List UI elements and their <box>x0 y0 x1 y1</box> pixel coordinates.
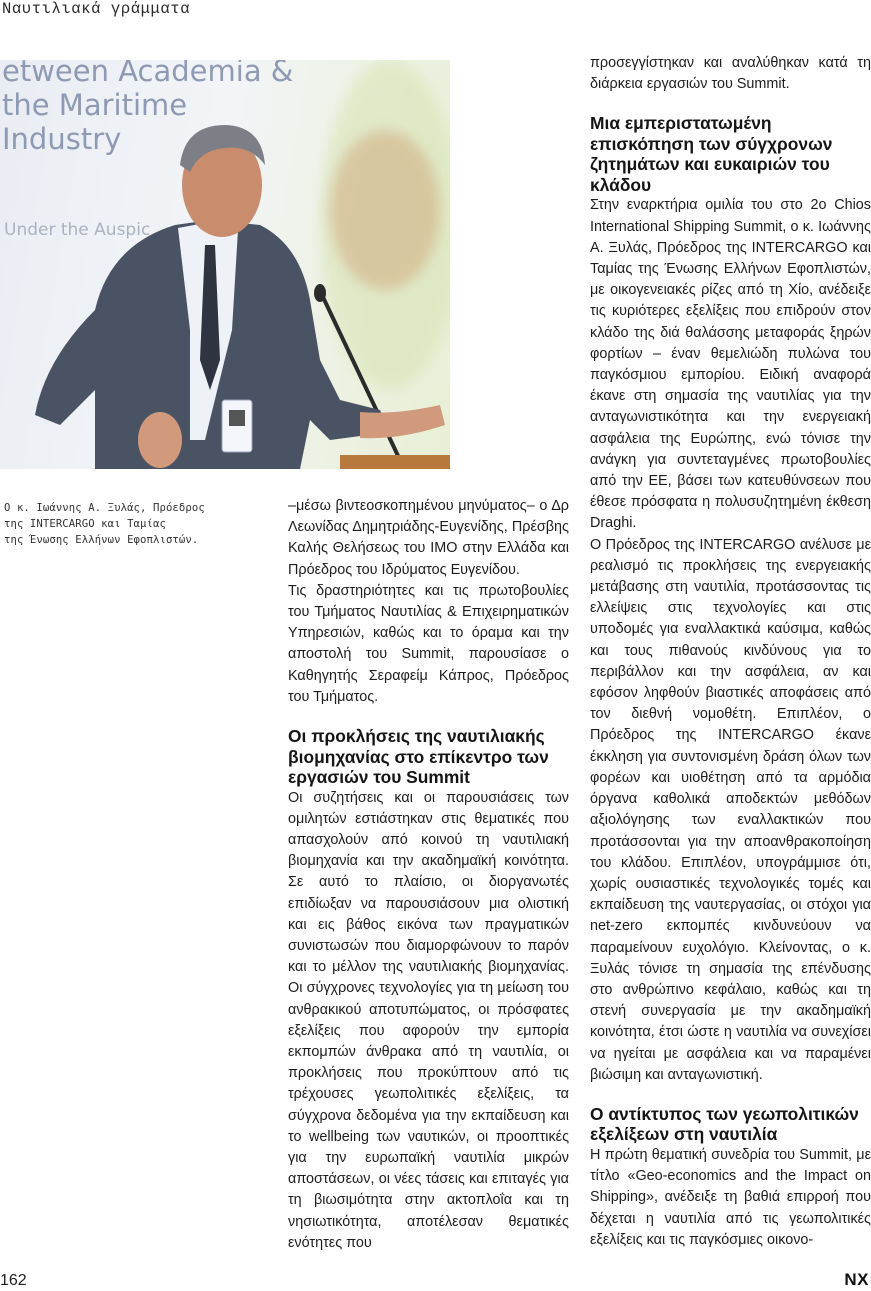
section-heading: Μια εμπεριστατωμένη επισκόπηση των σύγχρονων ζητημάτων και ευκαιριών του κλάδου <box>590 113 833 195</box>
middle-column <box>288 496 569 1254</box>
caption-line: της Ένωσης Ελλήνων Εφοπλιστών. <box>4 534 199 546</box>
caption-line: της INTERCARGO και Ταμίας <box>4 518 166 530</box>
section-heading: Οι προκλήσεις της ναυτιλιακής βιομηχανίας στο επίκεντρο των εργασιών του Summit <box>288 726 549 788</box>
right-column <box>590 53 871 1251</box>
paragraph: Ο Πρόεδρος της INTERCARGO ανέλυσε με ρεαλισμό τις προκλήσεις της ενεργειακής μετάβασης στη ναυτιλία, προτάσσοντας τις ελλείψεις στις τεχνολογίες και στις υποδομές για εναλλακτικά καύσιμα, καθώς και τους πιθανούς κινδύνους για το περιβάλλον και την ασφάλεια, αν και εφόσον ληφθούν βιαστικές αποφάσεις από τον διεθνή νομοθέτη. Επιπλέον, ο Πρόεδρος της INTERCARGO έκανε έκκληση για συντονισμένη δράση όλων των φορέων και υιοθέτηση από τα αρμόδια όργανα καθολικά αποδεκτών μεθόδων αξιολόγησης των εναλλακτικών που προτάσσονται για την απoανθρακοποίηση του κλάδου. Επιπλέον, υπογράμμισε ότι, χωρίς ουσιαστικές τεχνολογικές τομές και εκπαίδευση της ναυτεργασίας, οι στόχοι για net-zero εκπομπές κινδυνεύουν να παραμείνουν ευχολόγιο. Κλείνοντας, ο κ. Ξυλάς τόνισε τη σημασία της επένδυσης στο ανθρώπινο κεφάλαιο, καθώς και τη στενή συνεργασία με την ακαδημαϊκή κοινότητα, έτσι ώστε η ναυτιλία να συνεχίσει να ηγείται με ασφάλεια και να παραμένει βιώσιμη και ανταγωνιστική. <box>590 536 871 1083</box>
running-title: Ναυτιλιακά γράμματα <box>2 0 191 18</box>
magazine-logo: NX <box>844 1270 869 1289</box>
banner-text: etween Academia & the Maritime Industry <box>2 60 294 156</box>
paragraph: προσεγγίστηκαν και αναλύθηκαν κατά τη διάρκεια εργασιών του Summit. <box>590 55 871 93</box>
section-heading: Ο αντίκτυπος των γεωπολιτικών εξελίξεων στη ναυτιλία <box>590 1103 859 1145</box>
paragraph: Η πρώτη θεματική συνεδρία του Summit, με τίτλο «Geo-economics and the Impact on Shipping», ανέδειξε τη βαθιά επιρροή που δέχεται η ναυτιλία από τις γεωπολιτικές εξελίξεις και τις παγκόσμιες οικονο- <box>590 1146 871 1248</box>
photo-caption <box>4 500 234 548</box>
paragraph: Οι συζητήσεις και οι παρουσιάσεις των ομιλητών εστιάστηκαν στις θεματικές που απασχολούν από κοινού τη ναυτιλιακή βιομηχανία και την ακαδημαϊκή κοινότητα. Σε αυτό το πλαίσιο, οι διοργανωτές επιδίωξαν να παρουσιάσουν μια ολιστική και εις βάθος εικόνα των πραγματικών συνιστωσών που διαμορφώνουν το παρόν και το μέλλον της ναυτιλιακής βιομηχανίας. Οι σύγχρονες τεχνολογίες για τη μείωση του ανθρακικού αποτυπώματος, οι πρόσφατες εξελίξεις που αφορούν την εμπορία εκπομπών άνθρακα από τη ναυτιλία, οι προκλήσεις που προκύπτουν από τις τρέχουσες γεωπολιτικές εξελίξεις, τα σύγχρονα δεδομένα για την εκπαίδευση και το wellbeing των ναυτικών, οι προοπτικές για την ευρωπαϊκή ναυτιλία μικρών αποστάσεων, οι νέες τάσεις και επιταγές για τη βιωσιμότητα στην ακτοπλοΐα και τη νησιωτικότητα, αποτέλεσαν θεματικές ενότητες που <box>288 789 569 1251</box>
speaker-illustration <box>0 60 450 469</box>
paragraph: –μέσω βιντεοσκοπημένου μηνύματος– ο Δρ Λεωνίδας Δημητριάδης-Ευγενίδης, Πρέσβης Καλής Θελήσεως του IMO στην Ελλάδα και Πρόεδρος του Ιδρύματος Ευγενίδου. <box>288 498 569 578</box>
paragraph: Τις δραστηριότητες και τις πρωτοβουλίες του Τμήματος Ναυτιλίας & Επιχειρηματικών Υπηρεσιών, καθώς και το όραμα και την αποστολή του Summit, παρουσίασε ο Καθηγητής Σεραφείμ Κάπρος, Πρόεδρος του Τμήματος. <box>288 582 569 705</box>
page-number: 162 <box>0 1272 27 1289</box>
caption-line: Ο κ. Ιωάννης Α. Ξυλάς, Πρόεδρος <box>4 502 205 514</box>
speaker-photo <box>0 60 450 469</box>
paragraph: Στην εναρκτήρια ομιλία του στο 2ο Chios International Shipping Summit, ο κ. Ιωάννης Α. Ξυλάς, Πρόεδρος της INTERCARGO και Ταμίας της Ένωσης Ελλήνων Εφοπλιστών, με οικογενειακές ρίζες από τη Χίο, ανέδειξε τις κυριότερες εξελίξεις που επιδρούν στον κλάδο της διά θαλάσσης μεταφοράς ξηρών φορτίων – έναν θεμελιώδη πυλώνα του παγκόσμιου εμπορίου. Ειδική αναφορά έκανε στη σημασία της ναυτιλίας για την ανταγωνιστικότητα και την ενεργειακή ασφάλεια της Ευρώπης, ενώ τόνισε την ανάγκη για συντεταγμένες πρωτοβουλίες από την ΕΕ, βάσει των κατευθύνσεων που έθεσε πρόσφατα η πολυσυζητημένη έκθεση Draghi. <box>590 197 871 532</box>
banner-sub-text: Under the Auspic <box>4 220 151 240</box>
